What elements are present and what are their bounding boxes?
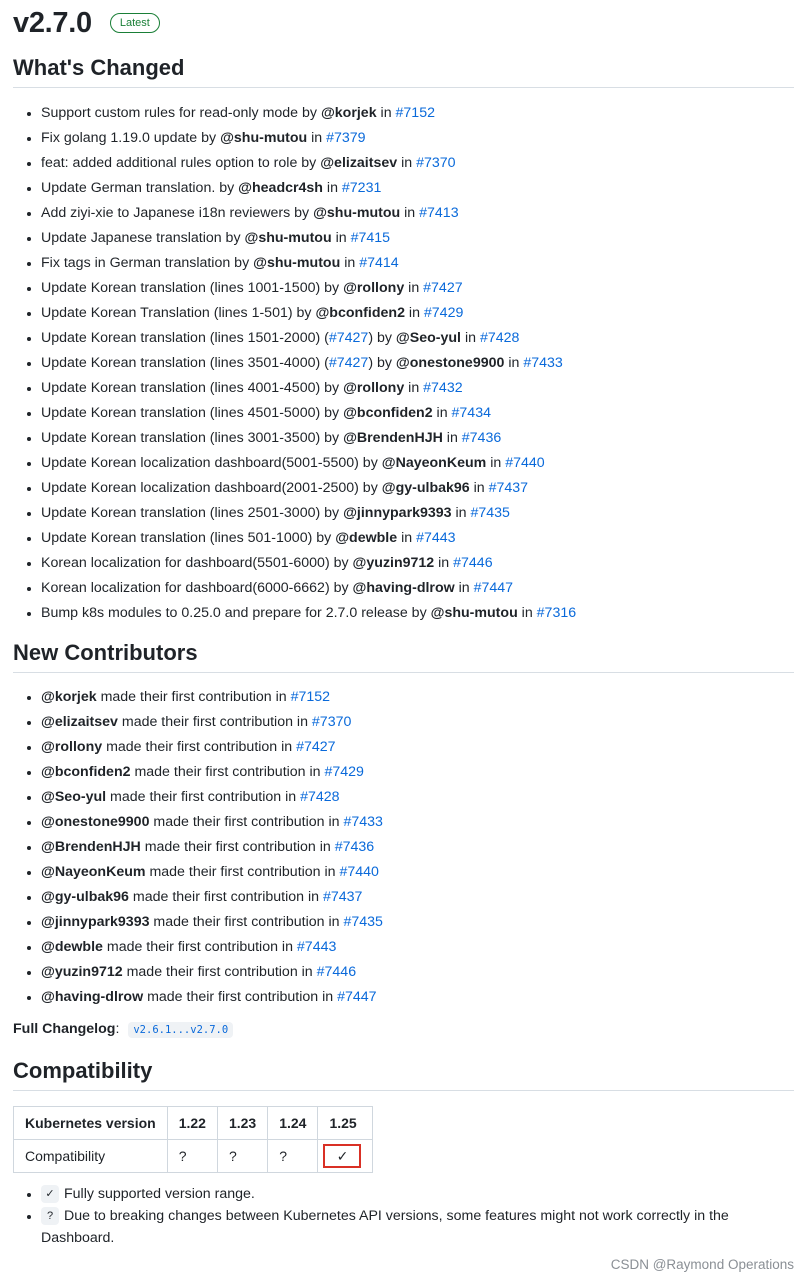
contributor-item [41,785,794,810]
change-text: in [397,530,417,546]
pr-link[interactable]: #7370 [311,714,352,730]
contributor-text: made their first contribution in [128,889,323,905]
pr-link[interactable]: #7447 [473,580,514,596]
change-text: in [486,455,506,471]
contributor-item [41,710,794,735]
pr-link[interactable]: #7428 [300,789,340,805]
version-1-24: 1.24 [268,1107,318,1140]
pr-link[interactable]: #7436 [334,839,375,855]
changes-list [13,101,794,626]
change-item [41,601,794,626]
pr-link[interactable]: #7414 [359,255,399,271]
user-mention[interactable]: @shu-mutou [244,230,332,246]
change-text: Update Korean translation (lines 4001-4500) by [41,380,344,396]
user-mention[interactable]: @having-dlrow [352,580,455,596]
user-mention[interactable]: @elizaitsev [41,714,118,730]
latest-badge: Latest [110,13,160,33]
user-mention[interactable]: @onestone9900 [41,814,150,830]
compatibility-table [13,1106,373,1173]
change-item [41,401,794,426]
contributor-item [41,885,794,910]
change-text: in [442,430,462,446]
pr-link[interactable]: #7231 [341,180,382,196]
change-text: feat: added additional rules option to role by [41,155,321,171]
compat-row [14,1140,373,1173]
change-text: Update Korean translation (lines 1001-1500) by [41,280,344,296]
pr-link[interactable]: #7443 [416,530,456,546]
contributor-item [41,910,794,935]
change-text: Update Korean translation (lines 4501-5000) by [41,405,344,421]
pr-link[interactable]: #7435 [470,505,510,521]
user-mention[interactable]: @dewble [41,939,103,955]
pr-link[interactable]: #7437 [322,889,363,905]
change-text: Update Korean translation (lines 2501-3000) by [41,505,344,521]
pr-link[interactable]: #7434 [451,405,491,421]
change-text: Support custom rules for read-only mode by [41,105,321,121]
release-title[interactable]: v2.7.0 [13,6,92,39]
change-item [41,476,794,501]
pr-link[interactable]: #7440 [505,455,545,471]
contributor-item [41,935,794,960]
change-text: in [404,305,424,321]
pr-link[interactable]: #7436 [461,430,502,446]
compat-row-label: Compatibility [14,1140,168,1173]
change-item [41,551,794,576]
pr-link[interactable]: #7429 [423,305,464,321]
change-item [41,301,794,326]
change-text: Update Korean translation (lines 501-1000) by [41,530,336,546]
change-text: in [376,105,396,121]
k8s-version-header: Kubernetes version [14,1107,168,1140]
contributor-text: made their first contribution in [122,964,317,980]
change-text: in [331,230,351,246]
full-changelog [13,1016,794,1042]
user-mention[interactable]: @rollony [41,739,103,755]
change-text: in [400,205,420,221]
full-changelog-colon: : [115,1021,124,1037]
change-text: in [432,405,452,421]
change-text: ) by [368,330,396,346]
contributor-text: made their first contribution in [149,814,344,830]
pr-link[interactable]: #7446 [316,964,357,980]
user-mention[interactable]: @Seo-yul [41,789,107,805]
contributor-item [41,760,794,785]
change-text: Bump k8s modules to 0.25.0 and prepare for 2.7.0 release by [41,605,431,621]
pr-link[interactable]: #7437 [488,480,529,496]
contributor-item [41,985,794,1010]
change-text: in [404,280,424,296]
change-text: in [434,555,454,571]
user-mention[interactable]: @korjek [320,105,377,121]
changelog-compare-link[interactable]: v2.6.1...v2.7.0 [128,1022,233,1038]
contributor-text: made their first contribution in [130,764,325,780]
pr-link[interactable]: #7152 [395,105,435,121]
legend-item [41,1205,794,1249]
issue-link[interactable]: #7427 [328,330,369,346]
change-item [41,226,794,251]
new-contributors-heading: New Contributors [13,640,794,673]
contributor-item [41,860,794,885]
user-mention[interactable]: @rollony [343,380,405,396]
contributors-list [13,685,794,1010]
user-mention[interactable]: @yuzin9712 [352,555,435,571]
compat-mark-1-22: ? [167,1140,217,1173]
change-text: Update Korean localization dashboard(5001-5500) by [41,455,382,471]
change-text: Update Japanese translation by [41,230,245,246]
change-item [41,526,794,551]
change-text: in [322,180,342,196]
change-item [41,276,794,301]
pr-link[interactable]: #7429 [324,764,364,780]
change-item [41,251,794,276]
change-item [41,576,794,601]
change-item [41,201,794,226]
pr-link[interactable]: #7440 [339,864,379,880]
change-item [41,426,794,451]
user-mention[interactable]: @jinnypark9393 [41,914,150,930]
user-mention[interactable]: @shu-mutou [430,605,518,621]
user-mention[interactable]: @shu-mutou [253,255,341,271]
change-text: Fix tags in German translation by [41,255,254,271]
user-mention[interactable]: @shu-mutou [313,205,401,221]
pr-link[interactable]: #7427 [296,739,336,755]
compat-mark-1-23: ? [217,1140,267,1173]
version-1-22: 1.22 [167,1107,217,1140]
compat-header-row [14,1107,373,1140]
legend-text: Fully supported version range. [64,1186,255,1202]
user-mention[interactable]: @rollony [343,280,405,296]
change-item [41,101,794,126]
user-mention[interactable]: @shu-mutou [220,130,308,146]
contributor-text: made their first contribution in [102,939,297,955]
change-text: in [469,480,489,496]
change-text: in [461,330,480,346]
legend-text: Due to breaking changes between Kubernetes API versions, some features might not work correctly in the Dashboard. [41,1208,729,1246]
watermark: CSDN @Raymond Operations [610,1257,794,1272]
pr-link[interactable]: #7433 [343,814,383,830]
pr-link[interactable]: #7446 [453,555,493,571]
user-mention[interactable]: @NayeonKeum [381,455,487,471]
legend-item [41,1183,794,1205]
user-mention[interactable]: @yuzin9712 [41,964,123,980]
pr-link[interactable]: #7152 [290,689,331,705]
check-icon: ✓ [41,1185,59,1203]
user-mention[interactable]: @BrendenHJH [41,839,141,855]
change-text: Fix golang 1.19.0 update by [41,130,221,146]
contributor-item [41,835,794,860]
change-item [41,451,794,476]
contributor-text: made their first contribution in [117,714,312,730]
change-text: in [404,380,424,396]
release-header [13,6,794,40]
change-text: in [504,355,524,371]
change-item [41,501,794,526]
contributor-text: made their first contribution in [145,864,340,880]
pr-link[interactable]: #7435 [343,914,383,930]
compatibility-heading: Compatibility [13,1058,794,1091]
user-mention[interactable]: @elizaitsev [320,155,398,171]
change-item [41,151,794,176]
contributor-item [41,735,794,760]
user-mention[interactable]: @jinnypark9393 [343,505,452,521]
contributor-text: made their first contribution in [140,839,335,855]
change-text: Korean localization for dashboard(6000-6662) by [41,580,353,596]
contributor-text: made their first contribution in [149,914,344,930]
contributor-text: made their first contribution in [96,689,291,705]
version-1-25: 1.25 [318,1107,373,1140]
whats-changed-heading: What's Changed [13,55,794,88]
user-mention[interactable]: @bconfiden2 [343,405,433,421]
change-item [41,351,794,376]
change-item [41,126,794,151]
user-mention[interactable]: @onestone9900 [395,355,505,371]
user-mention[interactable]: @headcr4sh [238,180,323,196]
user-mention[interactable]: @bconfiden2 [41,764,131,780]
user-mention[interactable]: @having-dlrow [41,989,144,1005]
compat-mark-1-25-cell [318,1140,373,1173]
change-text: Update Korean translation (lines 1501-2000) ( [41,330,329,346]
pr-link[interactable]: #7447 [337,989,377,1005]
pr-link[interactable]: #7428 [479,330,520,346]
full-changelog-label: Full Changelog [13,1021,116,1037]
contributor-item [41,685,794,710]
user-mention[interactable]: @bconfiden2 [315,305,405,321]
pr-link[interactable]: #7432 [423,380,463,396]
change-text: Add ziyi-xie to Japanese i18n reviewers by [41,205,314,221]
pr-link[interactable]: #7370 [416,155,456,171]
change-text: in [451,505,471,521]
change-item [41,176,794,201]
user-mention[interactable]: @NayeonKeum [41,864,146,880]
pr-link[interactable]: #7415 [350,230,391,246]
user-mention[interactable]: @korjek [41,689,97,705]
contributor-text: made their first contribution in [143,989,338,1005]
contributor-text: made their first contribution in [102,739,297,755]
change-text: in [517,605,537,621]
pr-link[interactable]: #7316 [536,605,577,621]
pr-link[interactable]: #7379 [326,130,366,146]
change-item [41,376,794,401]
user-mention[interactable]: @dewble [335,530,398,546]
user-mention[interactable]: @gy-ulbak96 [41,889,129,905]
change-text: ) by [368,355,396,371]
question-icon: ? [41,1207,59,1225]
contributor-text: made their first contribution in [106,789,301,805]
user-mention[interactable]: @BrendenHJH [343,430,443,446]
pr-link[interactable]: #7427 [423,280,463,296]
change-text: Update Korean translation (lines 3501-4000) ( [41,355,329,371]
change-text: in [307,130,327,146]
change-text: Update Korean translation (lines 3001-3500) by [41,430,344,446]
compat-mark-1-24: ? [268,1140,318,1173]
compat-mark-1-25-highlight: ✓ [323,1144,361,1168]
change-text: Korean localization for dashboard(5501-6000) by [41,555,353,571]
user-mention[interactable]: @Seo-yul [395,330,461,346]
pr-link[interactable]: #7433 [523,355,563,371]
change-text: in [340,255,360,271]
change-item [41,326,794,351]
change-text: in [397,155,417,171]
change-text: Update German translation. by [41,180,239,196]
pr-link[interactable]: #7413 [419,205,459,221]
contributor-item [41,960,794,985]
contributor-item [41,810,794,835]
issue-link[interactable]: #7427 [328,355,369,371]
compat-legend [13,1183,794,1249]
version-1-23: 1.23 [217,1107,267,1140]
change-text: Update Korean localization dashboard(2001-2500) by [41,480,382,496]
pr-link[interactable]: #7443 [296,939,337,955]
change-text: in [454,580,474,596]
user-mention[interactable]: @gy-ulbak96 [381,480,470,496]
change-text: Update Korean Translation (lines 1-501) by [41,305,316,321]
